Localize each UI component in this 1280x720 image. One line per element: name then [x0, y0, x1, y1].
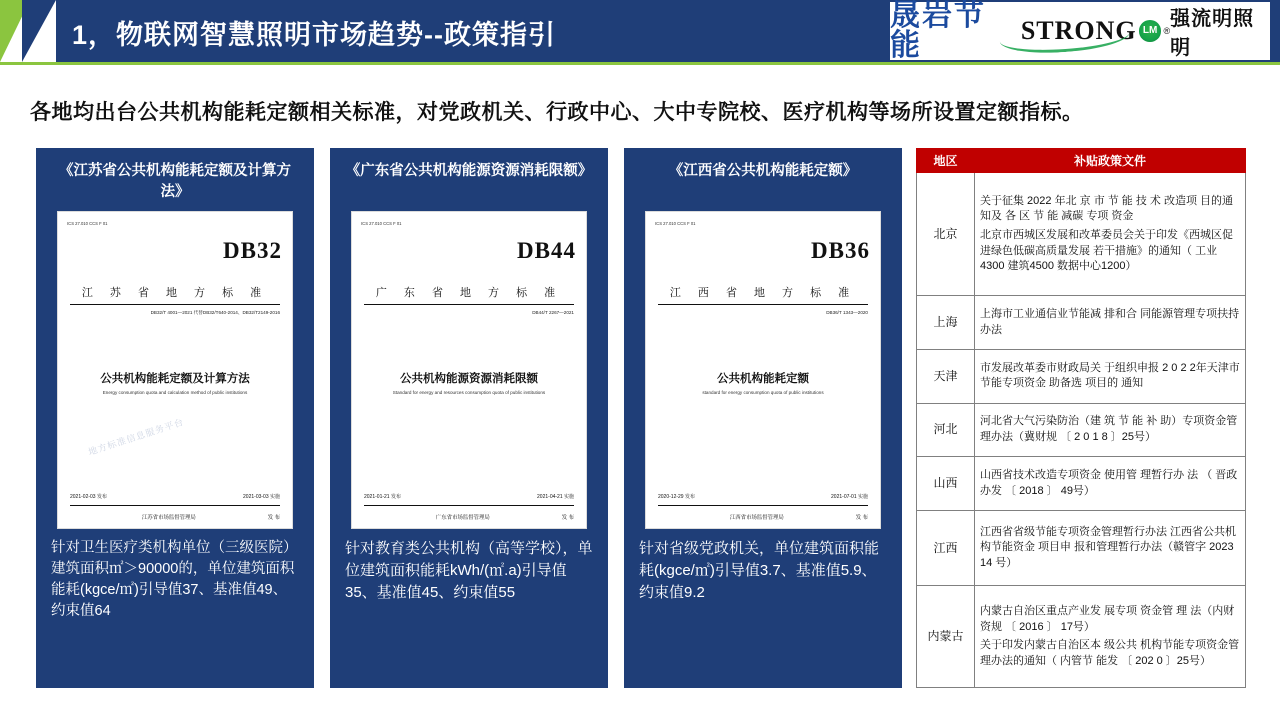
- table-row: [917, 510, 1246, 585]
- document-thumbnail: [57, 211, 293, 529]
- doc-ics-code: ICS 27.010 CCS F 01: [67, 221, 108, 226]
- doc-effective-date: 2021-04-21 实施: [537, 494, 574, 500]
- policy-document-text: 关于征集 2022 年北 京 市 节 能 技 术 改造项 目的通知及 各 区 节 能 减碳 专项 资金: [980, 194, 1234, 223]
- doc-english-subtitle: standard for energy consumption quota of public institutions: [702, 390, 824, 395]
- doc-publisher: 江苏省市场监督管理局: [141, 515, 196, 521]
- doc-footer-divider: [658, 505, 868, 506]
- document-thumbnail: [645, 211, 881, 529]
- logo-strong-text: STRONG: [1020, 16, 1137, 45]
- table-row: [917, 457, 1246, 511]
- table-header-region: 地区: [917, 149, 975, 173]
- subsidy-policy-table-wrapper: [916, 148, 1246, 688]
- table-row: [917, 173, 1246, 296]
- doc-main-title: 公共机构能源资源消耗限额: [400, 373, 538, 385]
- subsidy-policy-table: [916, 148, 1246, 688]
- doc-dates: [70, 493, 280, 500]
- card-caption: 针对省级党政机关，单位建筑面积能耗(kgce/㎡)引导值3.7、基准值5.9、约束值9.2: [639, 540, 880, 601]
- standard-card-jiangxi: [624, 148, 902, 688]
- table-cell-region: 山西: [917, 457, 975, 511]
- table-cell-documents: [975, 457, 1246, 511]
- document-thumbnail: [351, 211, 587, 529]
- policy-document-text: 北京市西城区发展和改革委员会关于印发《西城区促进绿色低碳高质量发展 若干措施》的通知（ 工业4300 建筑4500 数据中心1200）: [980, 228, 1233, 273]
- table-cell-documents: [975, 510, 1246, 585]
- table-cell-region: 北京: [917, 173, 975, 296]
- doc-publisher-row: [364, 513, 574, 521]
- table-cell-documents: [975, 586, 1246, 688]
- doc-publish-word: 发 布: [267, 515, 280, 521]
- table-row: [917, 403, 1246, 457]
- policy-document-text: 江西省省级节能专项资金管理暂行办法 江西省公共机构节能资金 项目申 报和管理暂行办法（赣管字 2023 14 号）: [980, 525, 1237, 569]
- doc-publish-date: 2020-12-29 发布: [658, 494, 695, 500]
- doc-standard-line: 广 东 省 地 方 标 准: [375, 287, 563, 299]
- policy-document-text: 内蒙古自治区重点产业发 展专项 资金管 理 法（内财资规 〔 2016 〕 17号）: [980, 604, 1235, 633]
- logo-chinese-name: 晟岩节能: [890, 0, 986, 62]
- doc-standard-line: 江 苏 省 地 方 标 准: [81, 287, 269, 299]
- header-underline: [0, 62, 1280, 65]
- doc-standard-code: DB36: [811, 238, 870, 263]
- card-title: 《江西省公共机构能耗定额》: [668, 163, 858, 179]
- doc-publish-date: 2021-01-21 发布: [364, 494, 401, 500]
- doc-effective-date: 2021-03-03 实施: [243, 494, 280, 500]
- doc-standard-number: DB32/T 4001—2021 代替DB32/T640-2014、DB32/T2149-2016: [150, 310, 280, 315]
- header-accent-shape: [0, 0, 56, 62]
- doc-publish-date: 2021-02-03 发布: [70, 494, 107, 500]
- table-cell-documents: [975, 403, 1246, 457]
- card-title: 《江苏省公共机构能耗定额及计算方法》: [59, 163, 291, 201]
- table-cell-region: 内蒙古: [917, 586, 975, 688]
- table-row: [917, 350, 1246, 404]
- card-caption: 针对教育类公共机构（高等学校），单位建筑面积能耗kWh/(㎡.a)引导值35、基准值45、约束值55: [345, 540, 593, 601]
- policy-document-text: 上海市工业通信业节能减 排和合 同能源管理专项扶持办法: [980, 308, 1240, 336]
- doc-ics-code: ICS 27.010 CCS F 01: [361, 221, 402, 226]
- doc-effective-date: 2021-07-01 实施: [831, 494, 868, 500]
- standard-card-guangdong: [330, 148, 608, 688]
- doc-publish-word: 发 布: [855, 515, 868, 521]
- section-subtitle: 各地均出台公共机构能耗定额相关标准，对党政机关、行政中心、大中专院校、医疗机构等场所设置定额指标。: [30, 101, 1084, 124]
- table-cell-region: 上海: [917, 296, 975, 350]
- doc-publish-word: 发 布: [561, 515, 574, 521]
- table-cell-documents: [975, 296, 1246, 350]
- table-cell-documents: [975, 173, 1246, 296]
- doc-english-subtitle: Energy consumption quota and calculation method of public institutions: [102, 390, 248, 395]
- doc-main-title: 公共机构能耗定额: [717, 373, 809, 385]
- doc-standard-code: DB44: [517, 238, 576, 263]
- standard-card-jiangsu: [36, 148, 314, 688]
- doc-standard-number: DB44/T 2267—2021: [532, 310, 574, 315]
- doc-divider: [658, 304, 868, 305]
- doc-footer-divider: [364, 505, 574, 506]
- table-cell-region: 河北: [917, 403, 975, 457]
- table-body: [917, 173, 1246, 688]
- doc-english-subtitle: Standard for energy and resources consumption quota of public institutions: [392, 390, 546, 395]
- doc-publisher-row: [658, 513, 868, 521]
- doc-publisher: 江西省市场监督管理局: [729, 515, 784, 521]
- doc-dates: [658, 493, 868, 500]
- company-logo: [890, 2, 1270, 60]
- doc-ics-code: ICS 27.010 CCS F 01: [655, 221, 696, 226]
- table-head: [917, 149, 1246, 173]
- table-row: [917, 296, 1246, 350]
- table-row: [917, 586, 1246, 688]
- doc-dates: [364, 493, 574, 500]
- logo-chinese-subname: 强流明照明: [1170, 8, 1255, 59]
- policy-document-text: 河北省大气污染防治（建 筑 节 能 补 助）专项资金管理办法（冀财规 〔 2 0 1 8 〕25号）: [980, 415, 1238, 443]
- doc-divider: [364, 304, 574, 305]
- doc-standard-number: DB36/T 1343—2020: [826, 310, 868, 315]
- doc-watermark: 地方标准信息服务平台: [87, 416, 186, 458]
- policy-document-text: 市发展改革委市财政局关 于组织申报 2 0 2 2年天津市节能专项资金 助备选 项目的 通知: [980, 361, 1240, 390]
- table-cell-region: 江西: [917, 510, 975, 585]
- table-cell-region: 天津: [917, 350, 975, 404]
- card-title: 《广东省公共机构能源资源消耗限额》: [345, 163, 593, 179]
- doc-standard-code: DB32: [223, 238, 282, 263]
- logo-lm-badge-icon: LM: [1139, 20, 1162, 42]
- doc-main-title: 公共机构能耗定额及计算方法: [100, 373, 250, 385]
- doc-divider: [70, 304, 280, 305]
- doc-publisher: 广东省市场监督管理局: [435, 515, 490, 521]
- policy-document-text: 山西省技术改造专项资金 使用管 理暂行办 法 （ 晋政办发 〔 2018 〕 49号）: [980, 468, 1238, 497]
- policy-document-text: 关于印发内蒙古自治区本 级公共 机构节能专项资金管理办法的通知（ 内管节 能发 〔 202 0 〕25号）: [980, 639, 1240, 667]
- doc-publisher-row: [70, 513, 280, 521]
- table-header-row: [917, 149, 1246, 173]
- page-title: 1，物联网智慧照明市场趋势--政策指引: [72, 20, 556, 50]
- doc-standard-line: 江 西 省 地 方 标 准: [669, 287, 857, 299]
- table-cell-documents: [975, 350, 1246, 404]
- doc-footer-divider: [70, 505, 280, 506]
- logo-registered-icon: ®: [1163, 26, 1171, 36]
- table-header-documents: 补贴政策文件: [975, 149, 1246, 173]
- card-caption: 针对卫生医疗类机构单位（三级医院）建筑面积㎡＞90000的，单位建筑面积能耗(kgce/㎡)引导值37、基准值49、约束值64: [51, 540, 298, 620]
